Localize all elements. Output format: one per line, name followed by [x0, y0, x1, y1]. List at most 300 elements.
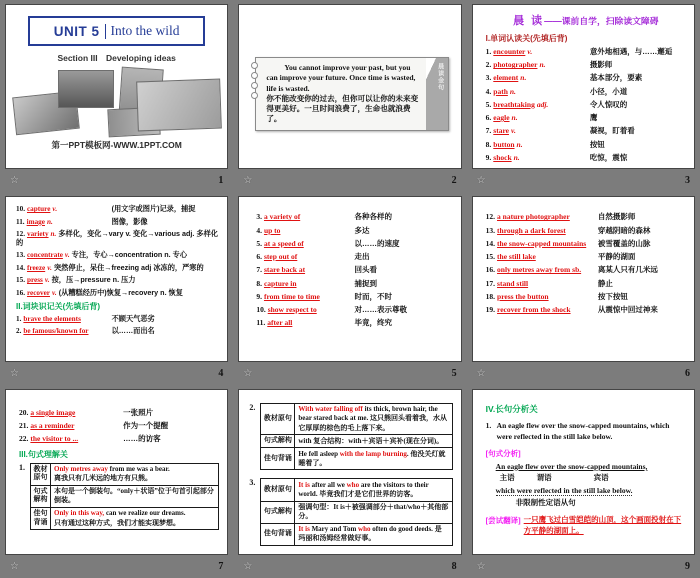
- word-cell: [16, 275, 50, 284]
- animation-star-icon[interactable]: ☆: [476, 561, 486, 572]
- chinese-meaning: 按，压→pressure n. 压力: [51, 275, 136, 285]
- thumbnail-footer: [238, 169, 461, 192]
- phrase-row: [256, 266, 452, 275]
- item-number: 5.: [256, 238, 262, 248]
- chinese-meaning: 毕竟，终究: [354, 318, 392, 328]
- phrase-row: [256, 227, 452, 236]
- text-segment: .: [406, 449, 411, 458]
- sentence-item: [19, 463, 219, 531]
- chinese-meaning: 静止: [597, 278, 613, 288]
- slide-3-thumbnail[interactable]: [472, 4, 695, 169]
- phrase-cell: [256, 227, 354, 236]
- item-number: 15.: [485, 252, 496, 262]
- item-number: 8.: [256, 278, 262, 288]
- chinese-meaning: 专注，专心→concentration n. 专心: [71, 250, 188, 260]
- phrase-row: [486, 253, 686, 262]
- text-segment: are the visitors to their world.: [298, 480, 429, 499]
- phrase-list: [16, 315, 219, 336]
- chinese-meaning: (用文字或图片)记录，捕捉: [111, 204, 196, 214]
- sorter-cell-6: [467, 192, 700, 384]
- quote-english: You cannot improve your past, but you can improve your future. Once time is wasted, life is wasted.: [266, 63, 416, 93]
- english-word: photographer: [493, 60, 538, 70]
- row-content: [295, 479, 451, 500]
- sorter-cell-3: [467, 0, 700, 192]
- title-divider: [105, 24, 106, 39]
- english-word: capture: [26, 205, 51, 214]
- unit-title-box: [28, 16, 205, 46]
- chinese-meaning: 平静的湖面: [597, 252, 636, 262]
- phrase-cell: [19, 422, 123, 431]
- chinese-meaning: 按钮: [589, 139, 605, 149]
- thumbnail-footer: [5, 169, 228, 192]
- grammar-label-clause: 非限制性定语从句: [515, 497, 576, 507]
- animation-star-icon[interactable]: ☆: [10, 367, 19, 379]
- sorter-cell-1: [0, 0, 233, 192]
- slide-8-thumbnail[interactable]: [238, 389, 461, 555]
- photo-thumbnail: [136, 79, 222, 132]
- section-heading-sentences: III.句式理解关: [19, 449, 68, 459]
- english-word: eagle: [493, 113, 510, 123]
- word-cell: [16, 263, 52, 272]
- chinese-meaning: 离某人只有几米远: [597, 265, 658, 275]
- table-row: [261, 502, 451, 524]
- phrase-list: [19, 409, 219, 444]
- thumbnail-footer: [238, 362, 461, 385]
- word-row: [486, 101, 686, 110]
- part-of-speech: v.: [527, 47, 533, 56]
- item-number: 8.: [485, 139, 492, 149]
- row-label: 句式解构: [261, 502, 295, 523]
- part-of-speech: v.: [44, 276, 50, 285]
- table-row: [261, 479, 451, 501]
- item-number: 2.: [249, 402, 256, 412]
- phrase-cell: [256, 253, 354, 262]
- phrase-list: [486, 213, 686, 314]
- chinese-meaning: 基本部分，要素: [589, 73, 643, 83]
- english-phrase: a variety of: [263, 212, 301, 222]
- animation-star-icon[interactable]: ☆: [243, 367, 253, 379]
- phrase-cell: [256, 306, 354, 315]
- thumbnail-footer: [5, 555, 228, 578]
- chinese-segment: 这只熊回头看着我，水从它厚厚的棕色的毛上落下来。: [298, 415, 448, 432]
- binding-rings-icon: [251, 62, 258, 99]
- item-number: 12.: [16, 230, 25, 239]
- sentence-table: [30, 463, 219, 531]
- row-content: [51, 486, 218, 507]
- word-row: [16, 276, 219, 284]
- phrase-row: [16, 327, 219, 335]
- word-row: [16, 218, 219, 226]
- row-label: 佳句背诵: [31, 508, 51, 529]
- phrase-cell: [486, 240, 598, 249]
- thumbnail-footer: [472, 169, 695, 192]
- english-phrase: up to: [263, 225, 281, 235]
- chinese-meaning: (从糟糕经历中)恢复→recovery n. 恢复: [58, 287, 183, 297]
- row-content: [51, 464, 218, 485]
- item-number: 1.: [16, 315, 22, 323]
- chinese-meaning: 吃惊，震惊: [589, 152, 628, 162]
- item-number: 17.: [485, 278, 496, 288]
- english-phrase: at a speed of: [263, 238, 304, 248]
- row-label: 句式解构: [31, 486, 51, 507]
- title-rest: ——课前自学，扫除读文障碍: [544, 16, 659, 26]
- slide-9-thumbnail[interactable]: [472, 389, 695, 555]
- translation-text: 一只鹰飞过白雪皑皑的山顶，这个画面投射在下方平静的湖面上。: [523, 514, 682, 535]
- grammar-labels: [500, 472, 684, 483]
- english-phrase: only metres away from sb.: [497, 265, 582, 275]
- animation-star-icon[interactable]: ☆: [476, 175, 486, 187]
- word-cell: [16, 205, 112, 213]
- quote-chinese: 你不能改变你的过去，但你可以让你的未来变得更美好。一旦时间浪费了，生命也就浪费了。: [266, 93, 419, 124]
- text-segment: after all we: [309, 480, 347, 489]
- word-cell: [486, 48, 590, 57]
- chinese-meaning: 令人惊叹的: [589, 99, 628, 109]
- chinese-meaning: 各种各样的: [354, 212, 392, 222]
- chinese-meaning: 图像，影像: [111, 216, 148, 226]
- item-number: 21.: [19, 421, 29, 431]
- phrase-cell: [256, 280, 354, 289]
- slide-number: 5: [451, 367, 457, 379]
- phrase-cell: [486, 306, 598, 315]
- thumbnail-footer: [5, 362, 228, 385]
- item-number: 14.: [485, 238, 496, 248]
- english-phrase: press the button: [497, 291, 549, 301]
- chinese-segment: 是玛丽和汤姆经常做好事。: [298, 526, 442, 543]
- item-number: 6.: [485, 113, 492, 123]
- item-number: 2.: [485, 60, 492, 70]
- english-phrase: be famous/known for: [23, 327, 89, 336]
- row-content: [295, 404, 451, 434]
- english-phrase: stare back at: [263, 265, 306, 275]
- table-row: [31, 464, 218, 486]
- phrase-cell: [256, 213, 354, 222]
- item-number: 10.: [16, 205, 25, 214]
- item-number: 15.: [16, 276, 25, 285]
- item-number: 1.: [485, 47, 492, 56]
- highlight-segment: Only metres away: [54, 465, 108, 474]
- highlight-segment: who: [346, 480, 360, 489]
- phrase-row: [486, 227, 686, 236]
- chinese-meaning: 多样化，变化→vary v. 变化→various adj. 多样化的: [16, 229, 218, 247]
- row-label: 句式解构: [261, 435, 295, 447]
- item-number: 5.: [485, 99, 492, 109]
- grammar-label-subject: 主语: [499, 472, 515, 482]
- chinese-meaning: 从震惊中回过神来: [597, 304, 658, 314]
- animation-star-icon[interactable]: ☆: [243, 561, 253, 572]
- row-content: [295, 502, 451, 523]
- analyzed-clause-2: which were reflected in the still lake below.: [495, 485, 633, 495]
- chinese-meaning: 小径，小道: [589, 86, 628, 96]
- animation-star-icon[interactable]: ☆: [476, 367, 486, 379]
- chinese-meaning: 自然摄影师: [597, 212, 636, 222]
- english-word: button: [493, 139, 515, 149]
- phrase-cell: [256, 240, 354, 249]
- phrase-row: [256, 319, 452, 328]
- chinese-meaning: 一张照片: [123, 407, 154, 417]
- sorter-cell-7: [0, 385, 233, 578]
- sorter-cell-8: [233, 385, 466, 578]
- text-segment: He fell asleep: [298, 449, 340, 458]
- slide-number: 4: [218, 367, 224, 379]
- thumbnail-footer: [238, 555, 461, 578]
- english-word: shock: [493, 152, 512, 162]
- english-phrase: the still lake: [497, 252, 536, 262]
- animation-star-icon[interactable]: ☆: [243, 175, 253, 187]
- english-phrase: through a dark forest: [497, 225, 566, 235]
- item-number: 13.: [16, 251, 25, 260]
- table-row: [261, 448, 451, 469]
- english-phrase: the snow-capped mountains: [497, 238, 587, 248]
- watermark-text: 第一PPT模板网-WWW.1PPT.COM: [51, 140, 182, 150]
- phrase-row: [256, 293, 452, 302]
- highlight-segment: It is: [298, 525, 310, 534]
- analysis-label: [句式分析]: [485, 448, 521, 458]
- item-number: 12.: [485, 212, 496, 222]
- item-number: 6.: [256, 252, 262, 262]
- word-row: [16, 289, 219, 297]
- word-row: [486, 154, 686, 163]
- english-phrase: recover from the shock: [497, 304, 571, 314]
- row-content: [295, 524, 451, 545]
- phrase-row: [486, 293, 686, 302]
- chinese-meaning: 摄影师: [589, 60, 613, 70]
- word-row: [486, 141, 686, 150]
- word-row: [486, 61, 686, 70]
- chinese-meaning: 按下按钮: [597, 291, 628, 301]
- sorter-cell-9: [467, 385, 700, 578]
- slide-7-thumbnail[interactable]: [5, 389, 228, 555]
- highlight-segment: who: [358, 525, 371, 534]
- chinese-segment: 他没关灯就睡着了。: [298, 450, 446, 467]
- item-number: 10.: [256, 304, 266, 314]
- table-row: [31, 486, 218, 508]
- phrase-cell: [486, 253, 598, 262]
- phrase-cell: [486, 293, 598, 302]
- part-of-speech: v.: [64, 251, 70, 260]
- thumbnail-footer: [472, 555, 695, 578]
- sorter-cell-2: [233, 0, 466, 192]
- item-number: 20.: [19, 407, 29, 417]
- english-phrase: brave the elements: [23, 315, 81, 323]
- phrase-cell: [486, 280, 598, 289]
- english-phrase: a single image: [30, 407, 76, 417]
- part-of-speech: n.: [513, 152, 520, 162]
- slide-number: 2: [451, 175, 457, 187]
- part-of-speech: v.: [510, 126, 516, 136]
- english-word: element: [493, 73, 519, 83]
- photo-thumbnail: [58, 70, 114, 108]
- translation-row: [486, 515, 684, 537]
- phrase-row: [256, 306, 452, 315]
- phrase-cell: [486, 213, 598, 222]
- phrase-row: [256, 213, 452, 222]
- word-cell: [16, 288, 57, 297]
- table-row: [261, 524, 451, 545]
- unit-label: UNIT 5: [53, 23, 100, 39]
- item-number: 4.: [485, 86, 492, 96]
- highlight-segment: With water falling off: [298, 405, 363, 414]
- grammar-label-predicate: 谓语: [536, 472, 552, 482]
- row-content: [295, 435, 451, 447]
- english-word: recover: [26, 288, 50, 297]
- analyzed-clause-1: An eagle flew over the snow-capped mountains,: [495, 461, 648, 471]
- part-of-speech: n.: [520, 73, 527, 83]
- section-heading-chunks: II.词块识记关(先填后背): [16, 302, 100, 311]
- word-list: [486, 48, 686, 162]
- chinese-meaning: ……的访客: [123, 434, 161, 444]
- slide-5-thumbnail[interactable]: [238, 196, 461, 361]
- part-of-speech: v.: [52, 288, 57, 297]
- slide-number: 9: [684, 561, 690, 572]
- row-content: [51, 508, 218, 529]
- chinese-segment: 毕竟我们才是它们世界的访客。: [319, 491, 418, 499]
- text-segment: Mary and Tom: [309, 525, 359, 534]
- animation-star-icon[interactable]: ☆: [10, 561, 19, 572]
- sentence-text: An eagle flew over the snow-capped mountains, which were reflected in the still lake below.: [496, 420, 670, 441]
- text-segment: its thick, brown hair, the bear stared back at me.: [298, 405, 438, 423]
- row-content: [295, 448, 451, 469]
- english-phrase: stand still: [497, 278, 529, 288]
- slide-4-thumbnail[interactable]: [5, 196, 228, 361]
- slide-number: 7: [218, 561, 224, 572]
- text-segment: 强调句型：It is＋被强调部分＋that/who＋其他部分。: [298, 503, 449, 521]
- table-row: [261, 435, 451, 448]
- phrase-row: [16, 315, 219, 323]
- item-number: 7.: [485, 126, 492, 136]
- text-segment: can we realize our dreams.: [104, 509, 186, 518]
- chinese-meaning: 凝视，盯着看: [589, 126, 635, 136]
- item-number: 3.: [249, 478, 256, 488]
- phrase-cell: [19, 409, 123, 418]
- item-number: 11.: [16, 217, 25, 226]
- unit-title: Into the wild: [110, 23, 180, 38]
- item-number: 1.: [19, 462, 25, 472]
- row-label: 佳句背诵: [261, 524, 295, 545]
- item-number: 19.: [485, 304, 496, 314]
- animation-star-icon[interactable]: ☆: [10, 175, 19, 187]
- word-row: [16, 230, 219, 247]
- chinese-meaning: 鹰: [589, 113, 598, 123]
- row-label: 教材原句: [261, 404, 295, 434]
- sentence-item: [249, 403, 452, 471]
- phrase-cell: [256, 293, 354, 302]
- english-phrase: from time to time: [263, 291, 320, 301]
- part-of-speech: n.: [516, 139, 523, 149]
- english-word: breathtaking: [493, 99, 535, 109]
- phrase-cell: [16, 315, 112, 323]
- highlight-segment: Only in this way,: [54, 509, 105, 518]
- slide-number: 8: [451, 561, 457, 572]
- morning-reading-title: [486, 12, 686, 28]
- sentence-table: [260, 478, 452, 546]
- item-number: 14.: [16, 263, 25, 272]
- word-cell: [486, 141, 590, 150]
- word-row: [486, 48, 686, 57]
- table-row: [31, 508, 218, 529]
- english-word: freeze: [26, 263, 46, 272]
- word-cell: [486, 61, 590, 70]
- phrase-cell: [16, 327, 112, 335]
- word-row: [486, 127, 686, 136]
- word-row: [486, 114, 686, 123]
- word-row: [16, 205, 219, 213]
- item-number: 13.: [485, 225, 496, 235]
- phrase-cell: [486, 266, 598, 275]
- chinese-meaning: 不顾天气恶劣: [111, 314, 155, 323]
- grammar-label-object: 宾语: [593, 472, 609, 482]
- word-cell: [486, 88, 590, 97]
- part-of-speech: n.: [50, 230, 57, 239]
- phrase-cell: [256, 266, 354, 275]
- phrase-row: [256, 280, 452, 289]
- scroll-tab-label: 晨读金句: [436, 63, 443, 91]
- slide-1-thumbnail[interactable]: [5, 4, 228, 169]
- item-number: 4.: [256, 225, 262, 235]
- phrase-row: [256, 253, 452, 262]
- word-row: [16, 264, 219, 272]
- slide-number: 6: [684, 367, 690, 379]
- section-label: Section III: [57, 53, 98, 63]
- chinese-meaning: 回头看: [354, 265, 377, 275]
- quote-scroll: [255, 57, 448, 131]
- chinese-segment: 离我只有几米远的地方有只熊。: [54, 475, 152, 483]
- phrase-row: [486, 240, 686, 249]
- text-segment: with 复合结构：with＋宾语＋宾补(现在分词)。: [298, 436, 444, 445]
- english-phrase: show respect to: [267, 304, 317, 314]
- slide-6-thumbnail[interactable]: [472, 196, 695, 361]
- photo-collage: [6, 68, 227, 136]
- phrase-row: [19, 435, 219, 444]
- part-of-speech: v.: [52, 205, 58, 214]
- slide-2-thumbnail[interactable]: [238, 4, 461, 169]
- chinese-meaning: 多达: [354, 225, 370, 235]
- translate-label: [尝试翻译]: [485, 515, 521, 525]
- phrase-row: [486, 280, 686, 289]
- english-word: variety: [26, 230, 49, 239]
- text-segment: from me was a bear.: [107, 465, 170, 474]
- phrase-cell: [19, 435, 123, 444]
- sorter-cell-5: [233, 192, 466, 384]
- chinese-meaning: 对……表示尊敬: [354, 304, 407, 314]
- word-cell: [486, 154, 590, 163]
- phrase-cell: [256, 319, 354, 328]
- section-line: [6, 53, 227, 63]
- sentence-item: [249, 478, 452, 546]
- item-number: 3.: [485, 73, 492, 83]
- part-of-speech: n.: [509, 86, 516, 96]
- row-label: 佳句背诵: [261, 448, 295, 469]
- item-number: 11.: [256, 318, 266, 328]
- chinese-meaning: 捕捉到: [354, 278, 377, 288]
- english-word: stare: [493, 126, 509, 136]
- chinese-meaning: 作为一个提醒: [123, 421, 169, 431]
- slide-number: 1: [218, 175, 224, 187]
- word-row: [16, 251, 219, 259]
- long-sentence: [486, 421, 684, 443]
- word-cell: [16, 250, 70, 259]
- word-cell: [486, 101, 590, 110]
- phrase-cell: [486, 227, 598, 236]
- chinese-meaning: 被雪覆盖的山脉: [597, 238, 651, 248]
- item-number: 2.: [16, 327, 22, 336]
- phrase-row: [486, 266, 686, 275]
- title-main: 晨 读: [513, 15, 545, 27]
- english-word: encounter: [493, 47, 526, 56]
- part-of-speech: n.: [511, 113, 518, 123]
- item-number: 18.: [485, 291, 496, 301]
- english-word: path: [493, 86, 508, 96]
- english-phrase: capture in: [263, 278, 297, 288]
